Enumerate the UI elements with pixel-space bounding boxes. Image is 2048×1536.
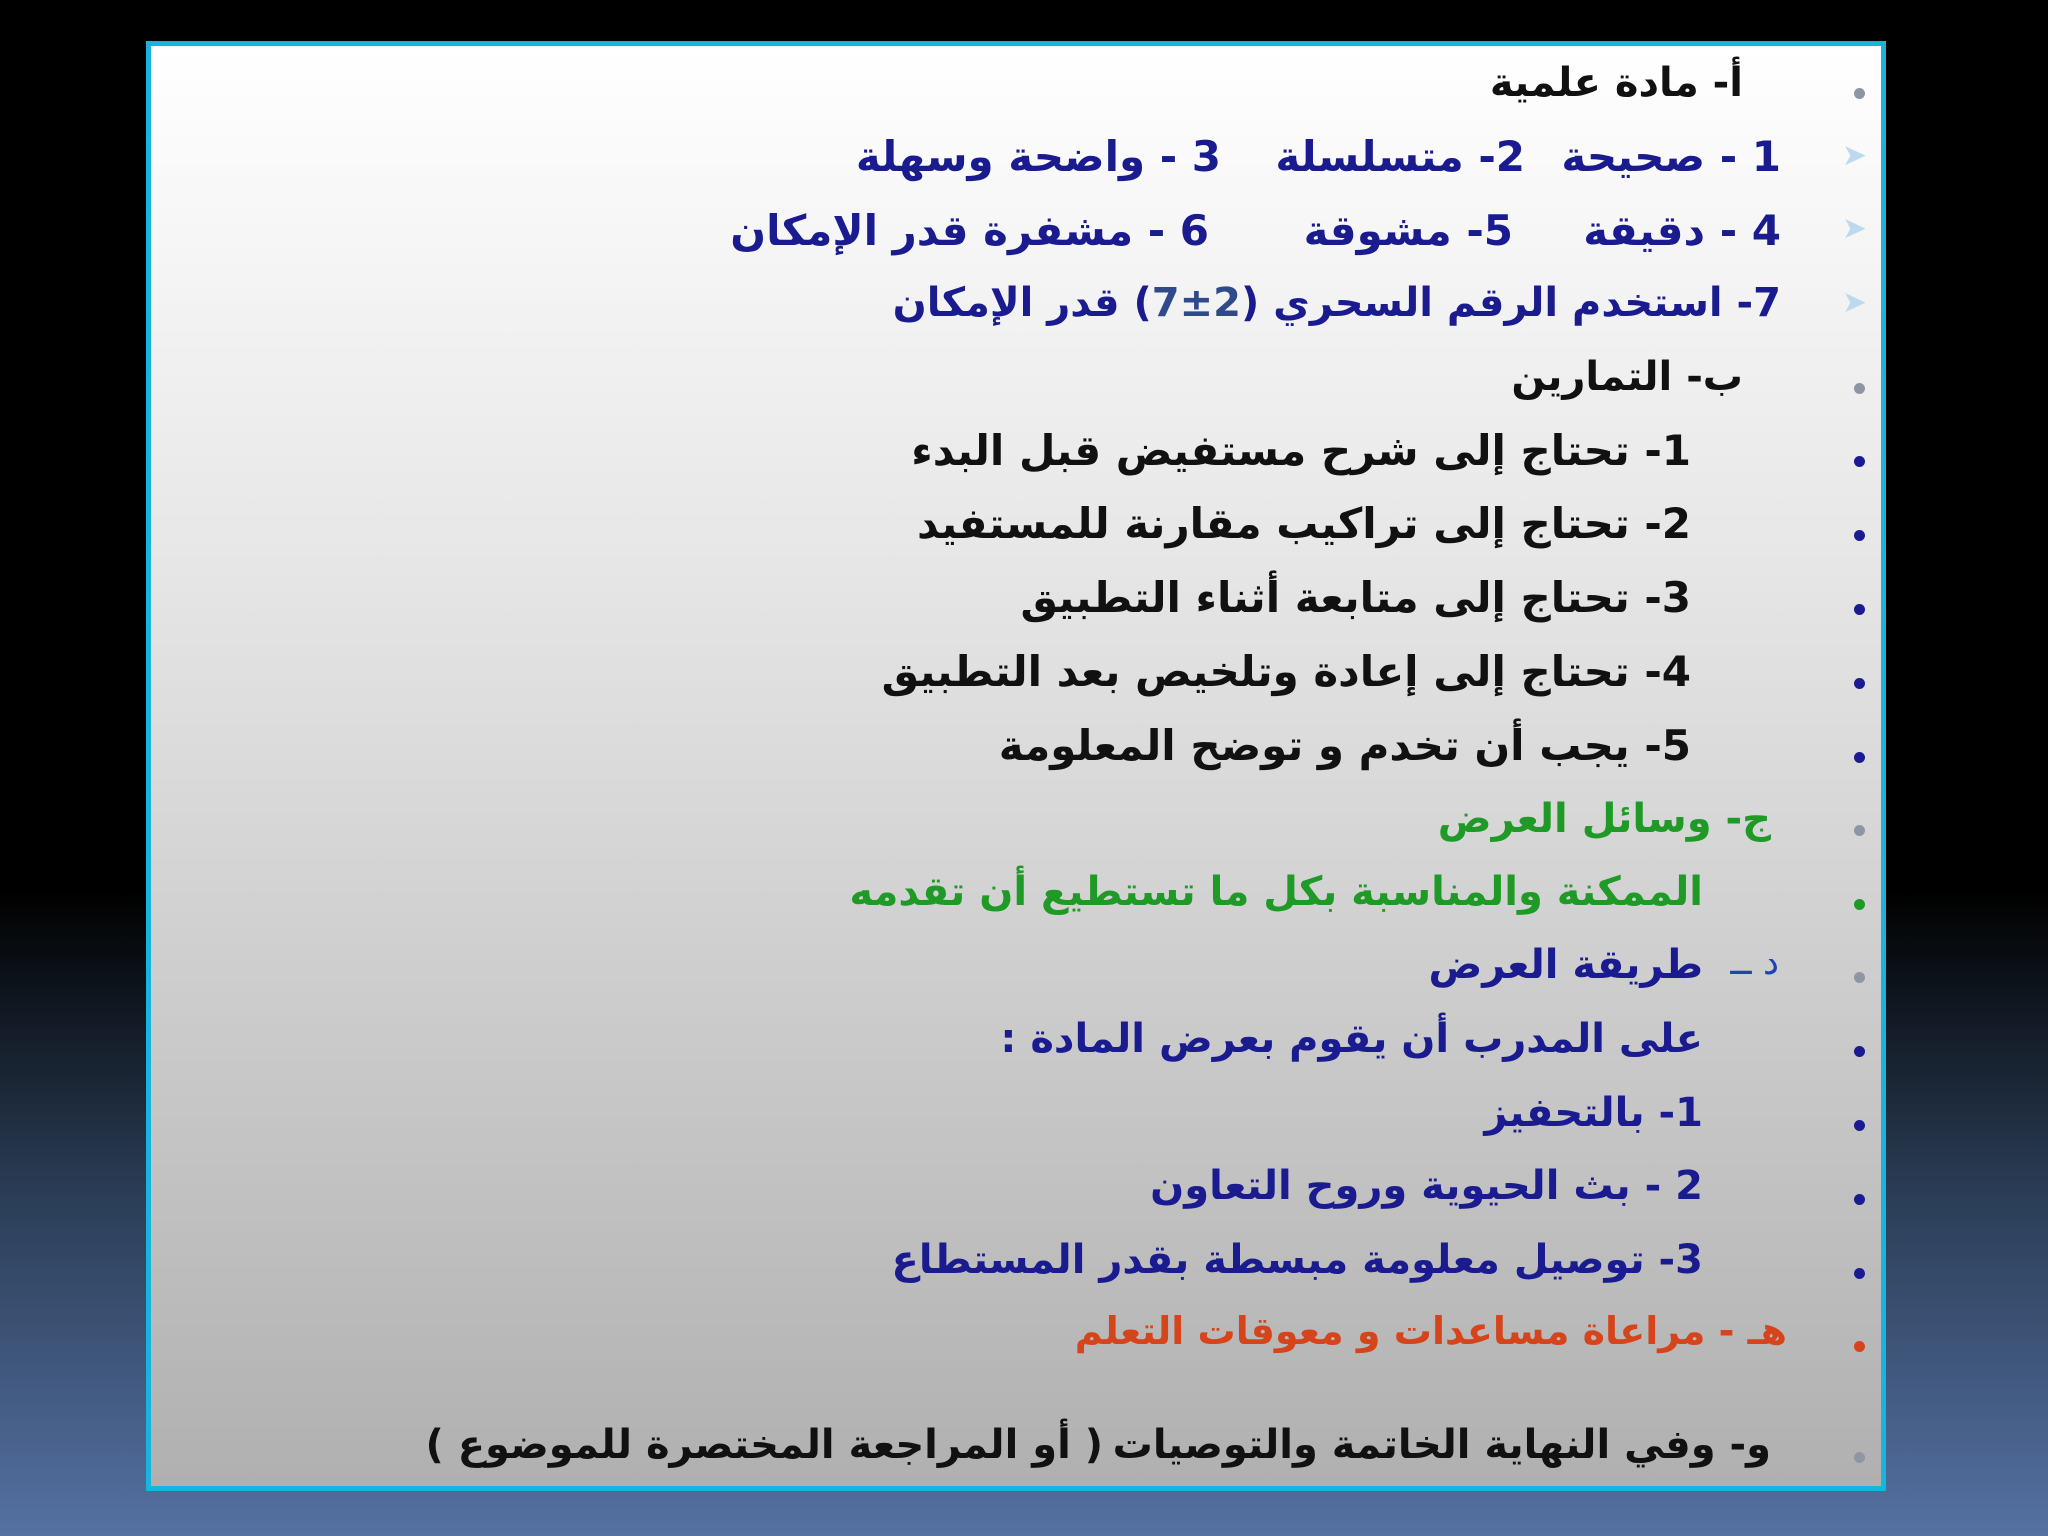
heading-e: هـ - مراعاة مساعدات و معوقات التعلم: [1074, 1309, 1787, 1353]
heading-f-aside: ( أو المراجعة المختصرة للموضوع ): [425, 1422, 1103, 1468]
magic-number: 7±2: [1151, 280, 1241, 326]
item-b5: 5- يجب أن تخدم و توضح المعلومة: [998, 721, 1691, 770]
item-a2-5: 5- مشوقة: [1303, 206, 1513, 255]
bullet-dot-icon: [1854, 752, 1865, 763]
item-a3-suffix: ) قدر الإمكان: [892, 280, 1152, 326]
item-a1-1: 1 - صحيحة: [1561, 132, 1781, 181]
bullet-dot-icon: [1854, 1268, 1865, 1279]
item-b4: 4- تحتاج إلى إعادة وتلخيص بعد التطبيق: [881, 647, 1691, 696]
bullet-dot-icon: [1854, 88, 1865, 99]
item-a2-4: 4 - دقيقة: [1583, 206, 1781, 255]
item-a1-3: 3 - واضحة وسهلة: [855, 132, 1221, 181]
heading-b: ب- التمارين: [1511, 354, 1743, 400]
bullet-dot-icon: [1854, 678, 1865, 689]
item-b1: 1- تحتاج إلى شرح مستفيض قبل البدء: [911, 426, 1691, 475]
heading-c: ج- وسائل العرض: [1437, 796, 1771, 842]
bullet-dot-icon: [1854, 972, 1865, 983]
item-a3: [893, 280, 1781, 326]
bullet-dot-icon: [1854, 530, 1865, 541]
bullet-dot-icon: [1854, 825, 1865, 836]
heading-a: أ- مادة علمية: [1489, 60, 1743, 106]
bullet-dot-icon: [1854, 456, 1865, 467]
item-d2: 2 - بث الحيوية وروح التعاون: [1150, 1163, 1703, 1209]
bullet-dot-icon: [1854, 1341, 1865, 1352]
item-d1: 1- بالتحفيز: [1484, 1090, 1703, 1136]
item-c1: الممكنة والمناسبة بكل ما تستطيع أن تقدمه: [849, 869, 1703, 915]
item-d3: 3- توصيل معلومة مبسطة بقدر المستطاع: [891, 1237, 1703, 1283]
item-a3-prefix: 7- استخدم الرقم السحري (: [1240, 280, 1781, 326]
heading-d: طريقة العرض: [1428, 942, 1703, 988]
checkmark-arrow-icon: ➤: [1841, 285, 1867, 320]
bullet-dot-icon: [1854, 1452, 1865, 1463]
heading-d-letter: د ــ: [1730, 942, 1779, 983]
bullet-dot-icon: [1854, 1194, 1865, 1205]
checkmark-arrow-icon: ➤: [1841, 211, 1867, 246]
bullet-dot-icon: [1854, 1046, 1865, 1057]
heading-f: و- وفي النهاية الخاتمة والتوصيات: [1112, 1422, 1771, 1468]
slide-panel: [146, 41, 1886, 1491]
item-a1-2: 2- متسلسلة: [1275, 132, 1525, 181]
item-b2: 2- تحتاج إلى تراكيب مقارنة للمستفيد: [917, 499, 1691, 548]
bullet-dot-icon: [1854, 604, 1865, 615]
bullet-dot-icon: [1854, 899, 1865, 910]
item-a2-6: 6 - مشفرة قدر الإمكان: [730, 206, 1209, 255]
bullet-dot-icon: [1854, 1120, 1865, 1131]
item-b3: 3- تحتاج إلى متابعة أثناء التطبيق: [1020, 573, 1691, 622]
bullet-dot-icon: [1854, 383, 1865, 394]
checkmark-arrow-icon: ➤: [1841, 138, 1867, 173]
item-d0: على المدرب أن يقوم بعرض المادة :: [1000, 1016, 1703, 1062]
